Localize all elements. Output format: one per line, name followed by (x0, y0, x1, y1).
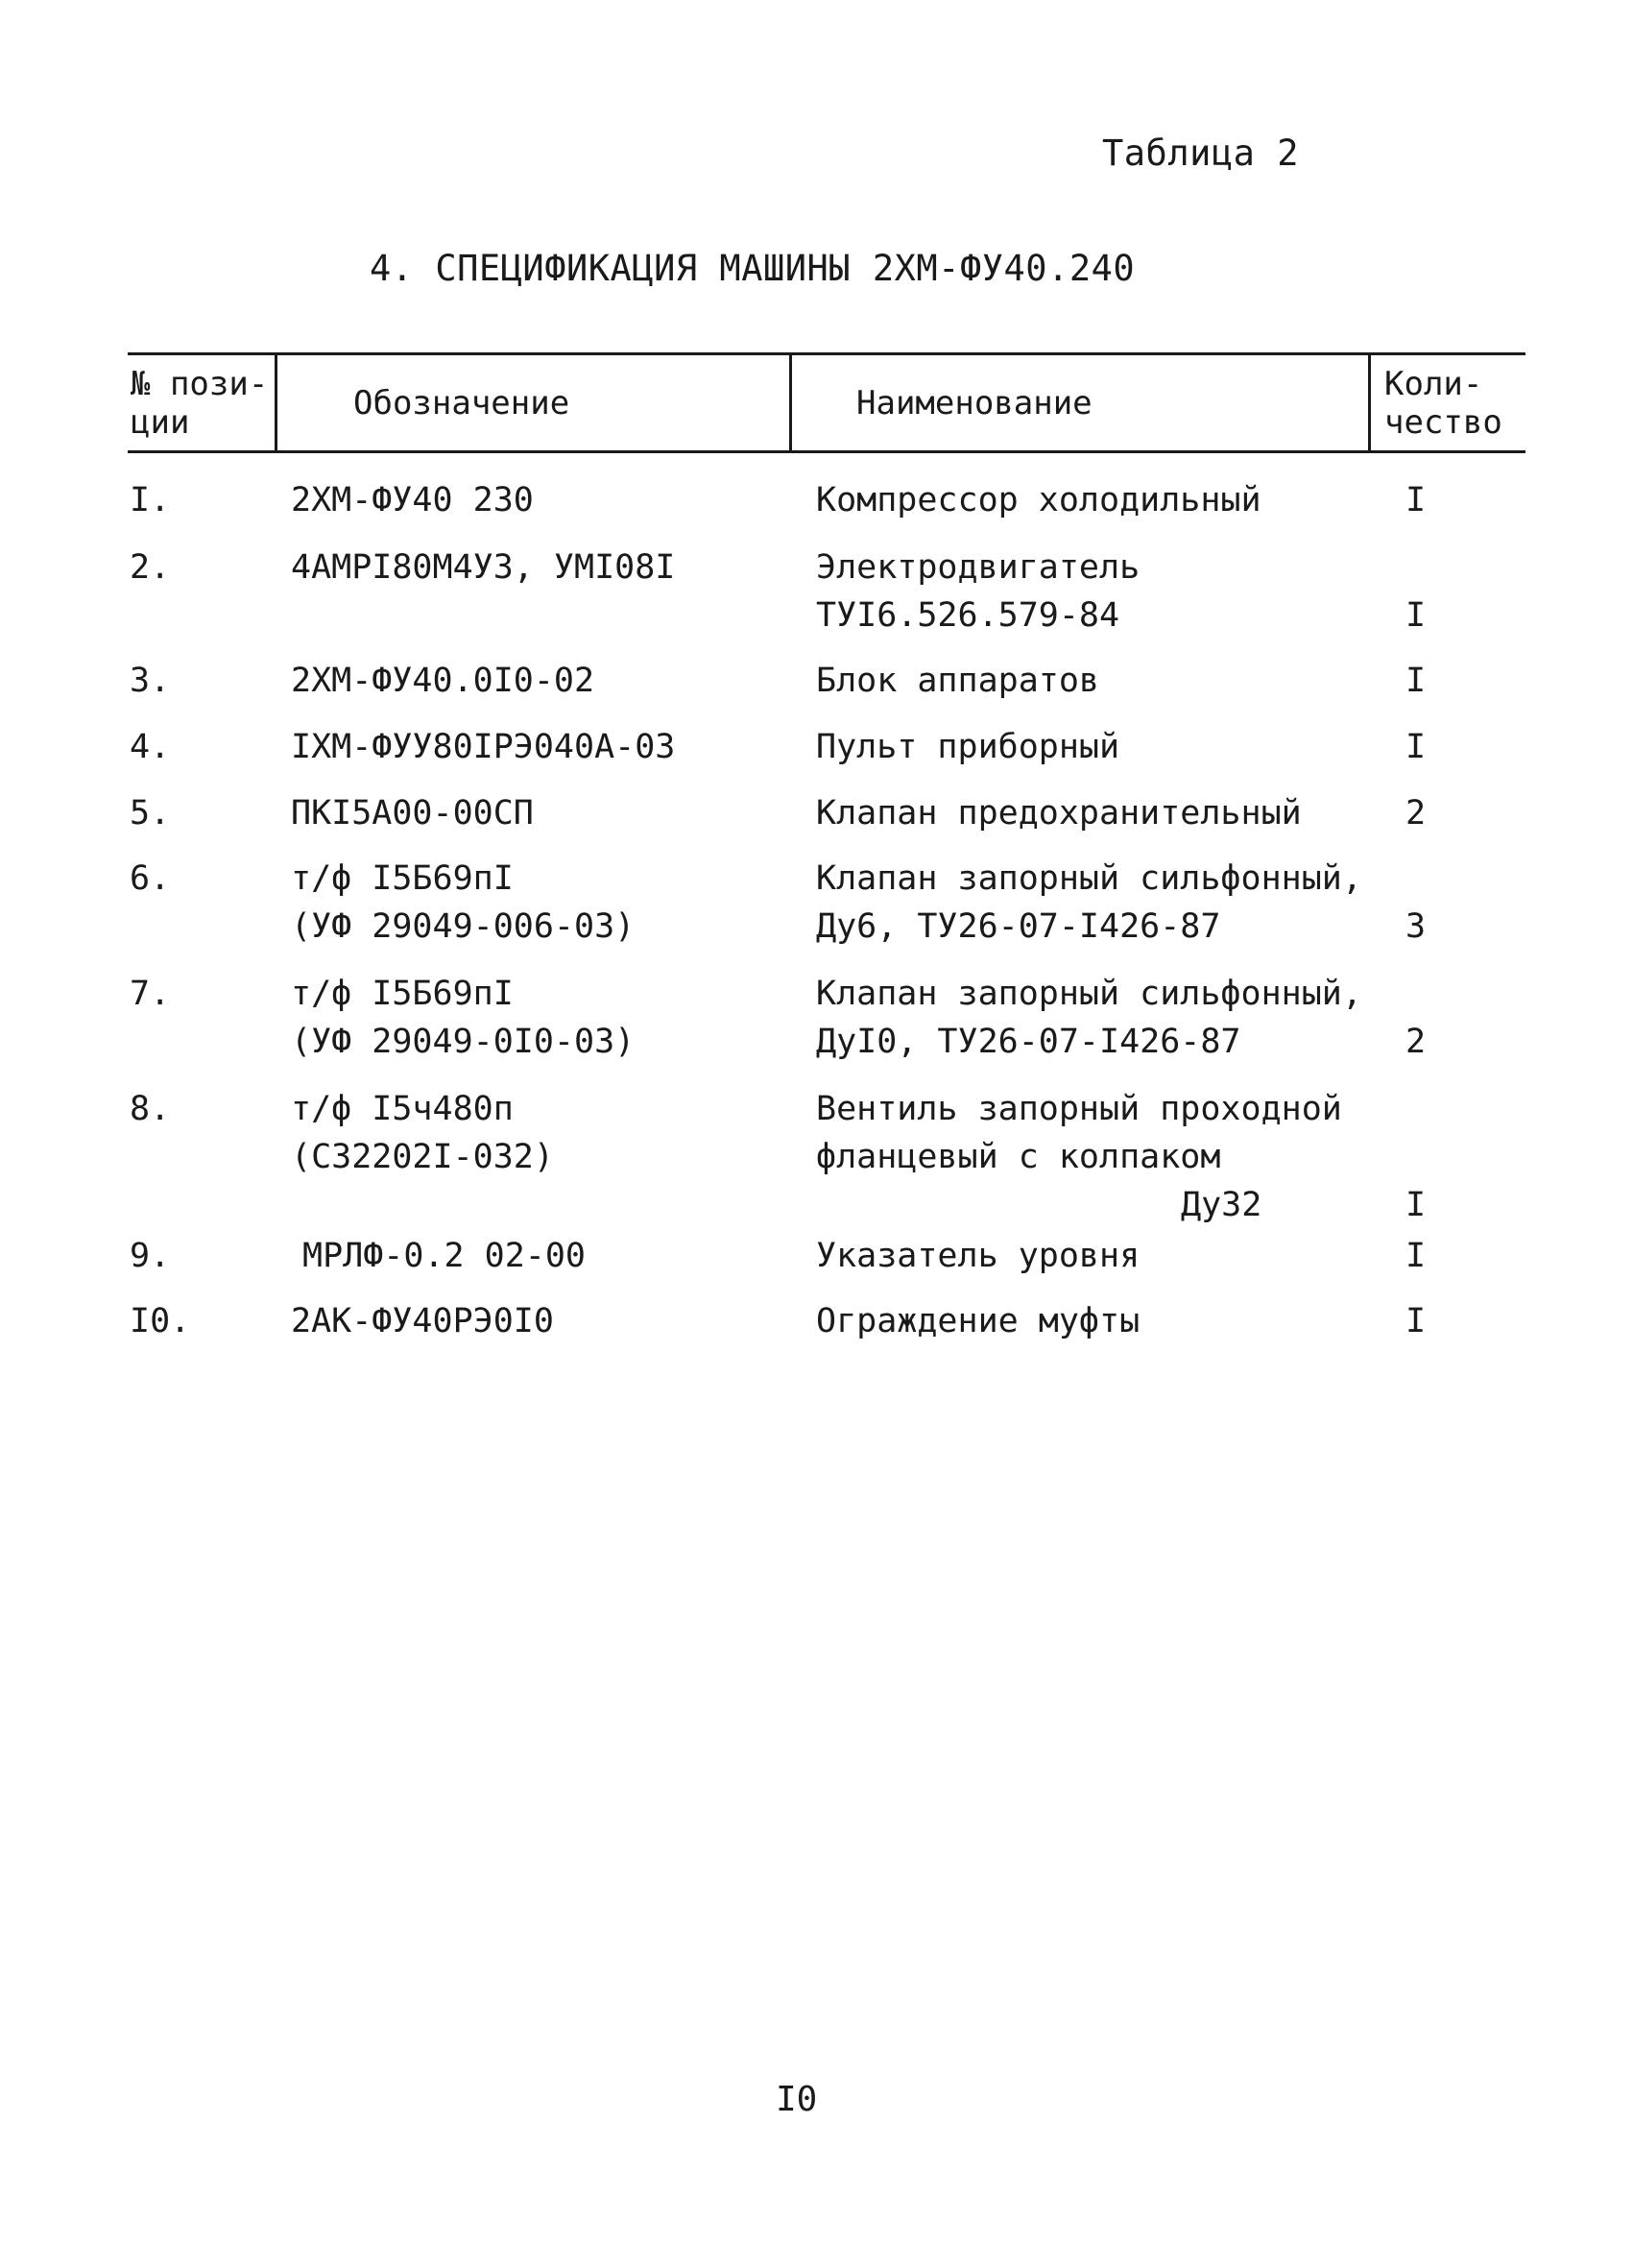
row-designation-line-2: (С32202I-032) (291, 1138, 554, 1176)
row-name: Пульт приборный (816, 728, 1120, 766)
row-position: I0. (130, 1302, 191, 1340)
row-name: Вентиль запорный проходной (816, 1090, 1342, 1128)
column-header-name: Наименование (856, 384, 1093, 422)
table-header-rule (128, 450, 1525, 453)
column-header-quantity-line-1: Коли- (1384, 365, 1483, 403)
column-divider-1 (275, 355, 277, 451)
row-name: Блок аппаратов (816, 662, 1100, 700)
row-name: Клапан запорный сильфонный, (816, 859, 1362, 898)
row-quantity: I (1405, 728, 1427, 766)
column-header-position-line-2: ции (131, 403, 190, 442)
row-position: 4. (130, 728, 171, 766)
column-header-quantity-line-2: чество (1384, 403, 1502, 442)
row-name-line-3: Ду32 (1181, 1186, 1262, 1224)
column-divider-3 (1368, 355, 1371, 451)
column-header-designation: Обозначение (353, 384, 570, 422)
row-position: 2. (130, 548, 171, 587)
row-name: Указатель уровня (816, 1237, 1141, 1275)
row-name: Клапан предохранительный (816, 794, 1302, 832)
row-quantity: I (1405, 481, 1427, 519)
row-position: 7. (130, 975, 171, 1013)
row-quantity: I (1405, 662, 1427, 700)
row-name: Электродвигатель (816, 548, 1141, 587)
row-designation-line-2: (УФ 29049-006-03) (291, 907, 636, 946)
document-title: 4. СПЕЦИФИКАЦИЯ МАШИНЫ 2ХМ-ФУ40.240 (370, 248, 1136, 289)
row-name: Клапан запорный сильфонный, (816, 975, 1362, 1013)
row-quantity: I (1405, 596, 1427, 635)
column-divider-2 (789, 355, 792, 451)
row-designation: т/ф I5Б69пI (291, 975, 514, 1013)
row-position: 3. (130, 662, 171, 700)
column-header-position-line-1: № пози- (131, 365, 269, 403)
row-designation: т/ф I5ч480п (291, 1090, 514, 1128)
row-name-line-2: фланцевый с колпаком (816, 1138, 1221, 1176)
row-designation: 4АМРI80М4У3, УМI08I (291, 548, 676, 587)
row-position: 8. (130, 1090, 171, 1128)
page-number: I0 (776, 2080, 818, 2119)
row-designation: IХМ-ФУУ80IРЭ040А-03 (291, 728, 676, 766)
row-designation: 2ХМ-ФУ40 230 (291, 481, 534, 519)
row-name: Компрессор холодильный (816, 481, 1261, 519)
row-designation: 2АК-ФУ40РЭ0I0 (291, 1302, 554, 1340)
row-designation: 2ХМ-ФУ40.0I0-02 (291, 662, 595, 700)
table-top-rule (128, 352, 1525, 355)
row-quantity: 2 (1405, 1023, 1427, 1061)
row-position: 5. (130, 794, 171, 832)
row-position: 6. (130, 859, 171, 898)
row-position: I. (130, 481, 171, 519)
column-header-quantity (1384, 365, 1502, 442)
row-name-line-2: ДуI0, ТУ26-07-I426-87 (816, 1023, 1241, 1061)
row-designation: ПКI5А00-00СП (291, 794, 534, 832)
row-designation: МРЛФ-0.2 02-00 (302, 1237, 587, 1275)
row-position: 9. (130, 1237, 171, 1275)
row-name-line-2: ТУI6.526.579-84 (816, 596, 1120, 635)
row-name: Ограждение муфты (816, 1302, 1141, 1340)
row-quantity: I (1405, 1302, 1427, 1340)
row-quantity: 3 (1405, 907, 1427, 946)
row-name-line-2: Ду6, ТУ26-07-I426-87 (816, 907, 1221, 946)
table-label: Таблица 2 (1102, 133, 1299, 174)
row-designation-line-2: (УФ 29049-0I0-03) (291, 1023, 636, 1061)
row-quantity: I (1405, 1237, 1427, 1275)
column-header-position (131, 365, 268, 442)
row-quantity: 2 (1405, 794, 1427, 832)
row-quantity: I (1405, 1186, 1427, 1224)
row-designation: т/ф I5Б69пI (291, 859, 514, 898)
